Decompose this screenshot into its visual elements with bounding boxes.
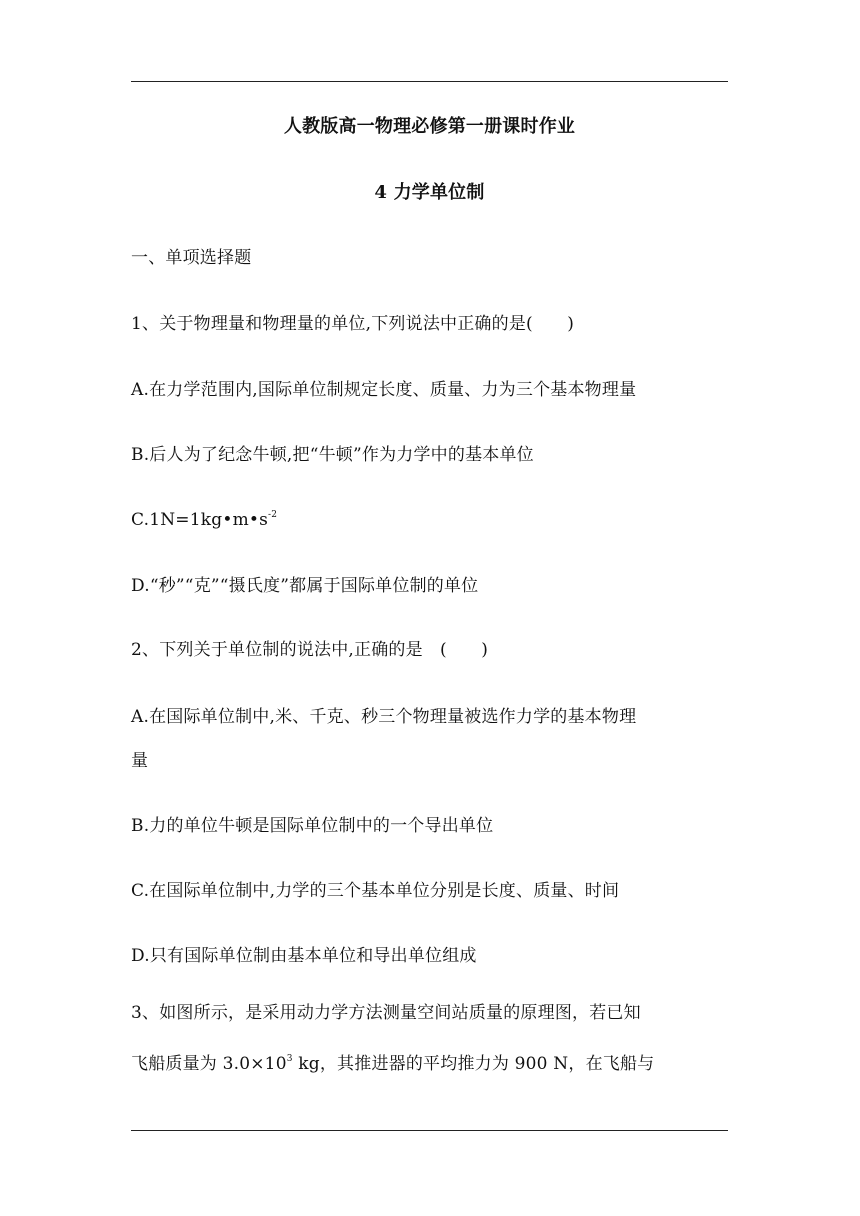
q1-option-b: B.后人为了纪念牛顿,把“牛顿”作为力学中的基本单位 [131, 445, 534, 465]
q1-stem: 1、关于物理量和物理量的单位,下列说法中正确的是( ) [131, 314, 575, 334]
q2-option-a-line2: 量 [131, 751, 149, 771]
document-title: 人教版高一物理必修第一册课时作业 [283, 116, 576, 137]
q1-option-d: D.“秒”“克”“摄氏度”都属于国际单位制的单位 [131, 576, 479, 596]
q2-stem: 2、下列关于单位制的说法中,正确的是 ( ) [131, 640, 489, 660]
footer-rule [131, 1130, 728, 1131]
q2-option-c: C.在国际单位制中,力学的三个基本单位分别是长度、质量、时间 [131, 881, 620, 901]
header-rule [131, 81, 728, 82]
q2-option-b: B.力的单位牛顿是国际单位制中的一个导出单位 [131, 816, 494, 836]
q3-line1: 3、如图所示，是采用动力学方法测量空间站质量的原理图，若已知 [131, 1003, 641, 1023]
section-heading: 一、单项选择题 [131, 248, 252, 268]
q3-line2-post: kg，其推进器的平均推力为 900 N，在飞船与 [292, 1054, 655, 1074]
q2-option-a-line1: A.在国际单位制中,米、千克、秒三个物理量被选作力学的基本物理 [131, 707, 637, 727]
q3-line2 [131, 1053, 654, 1075]
q1-option-c-exponent: -2 [268, 510, 278, 520]
q1-option-c [131, 509, 277, 531]
q3-line2-exponent: 3 [286, 1054, 293, 1064]
q2-option-d: D.只有国际单位制由基本单位和导出单位组成 [131, 946, 477, 966]
document-subtitle: 4 力学单位制 [374, 182, 485, 203]
q3-line2-pre: 飞船质量为 3.0×10 [131, 1054, 287, 1074]
q1-option-a: A.在力学范围内,国际单位制规定长度、质量、力为三个基本物理量 [131, 380, 637, 400]
q1-option-c-base: C.1N=1kg•m•s [131, 510, 269, 530]
